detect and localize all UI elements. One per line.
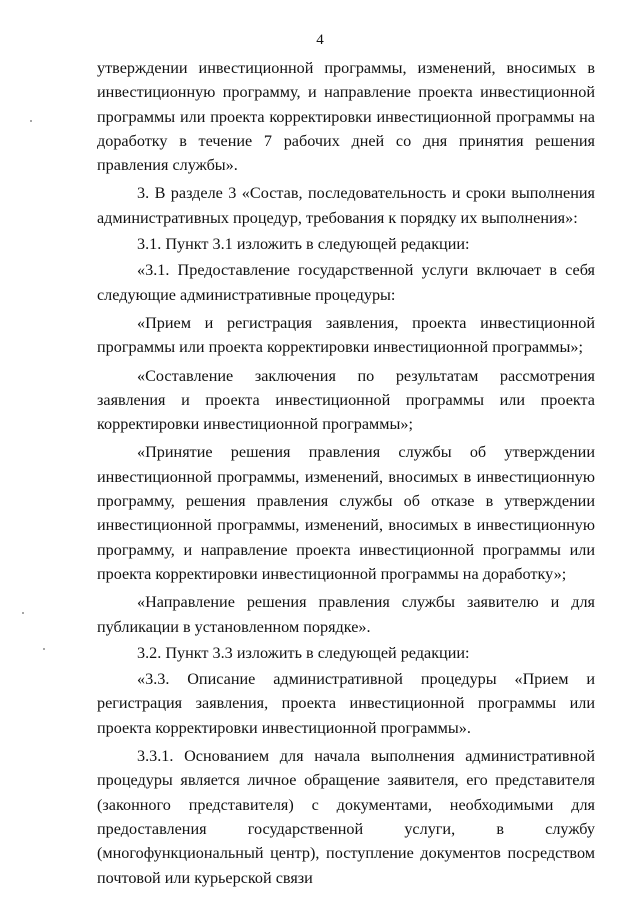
paragraph-procedure-4: «Направление решения правления службы заявителю и для публикации в установленном порядке». xyxy=(97,593,595,636)
paragraph-item-3-3-1: 3.3.1. Основанием для начала выполнения административной процедуры является личное обращение заявителя, его представителя (законного представителя) с документами, необходимыми для предоставления государственной услуги, в службу (многофункциональный центр), поступление документов посредством почтовой или курьерской связи xyxy=(97,747,595,887)
scan-speck xyxy=(43,648,45,650)
paragraph-item-3-1: 3.1. Пункт 3.1 изложить в следующей редакции: xyxy=(137,235,470,254)
paragraph-procedure-3: «Принятие решения правления службы об утверждении инвестиционной программы, изменений, вносимых в инвестиционную программу, решения правления службы об отказе в утверждении инвестиционной программы, изменений, вносимых в инвестиционную программу, и направление проекта инвестиционной программы или проекта корректировки инвестиционной программы на доработку»; xyxy=(97,443,595,583)
paragraph-section-3: 3. В разделе 3 «Состав, последовательность и сроки выполнения административных процедур, требования к порядку их выполнения»: xyxy=(97,184,595,227)
paragraph-procedure-2: «Составление заключения по результатам рассмотрения заявления и проекта инвестиционной программы или проекта корректировки инвестиционной программы»; xyxy=(97,366,595,434)
document-body xyxy=(97,56,595,890)
page-number: 4 xyxy=(316,32,324,48)
scan-speck xyxy=(22,612,24,614)
scan-speck xyxy=(30,120,32,122)
paragraph-quote-3-1: «3.1. Предоставление государственной услуги включает в себя следующие административные процедуры: xyxy=(97,261,595,304)
paragraph-continuation: утверждении инвестиционной программы, изменений, вносимых в инвестиционную программу, и направление проекта инвестиционной программы или проекта корректировки инвестиционной программы на доработку в течение 7 рабочих дней со дня принятия решения правления службы». xyxy=(97,59,595,175)
paragraph-item-3-2: 3.2. Пункт 3.3 изложить в следующей редакции: xyxy=(137,643,470,662)
paragraph-quote-3-3: «3.3. Описание административной процедуры «Прием и регистрация заявления, проекта инвестиционной программы или проекта корректировки инвестиционной программы». xyxy=(97,670,595,737)
paragraph-procedure-1: «Прием и регистрация заявления, проекта инвестиционной программы или проекта корректировки инвестиционной программы»; xyxy=(97,313,595,357)
